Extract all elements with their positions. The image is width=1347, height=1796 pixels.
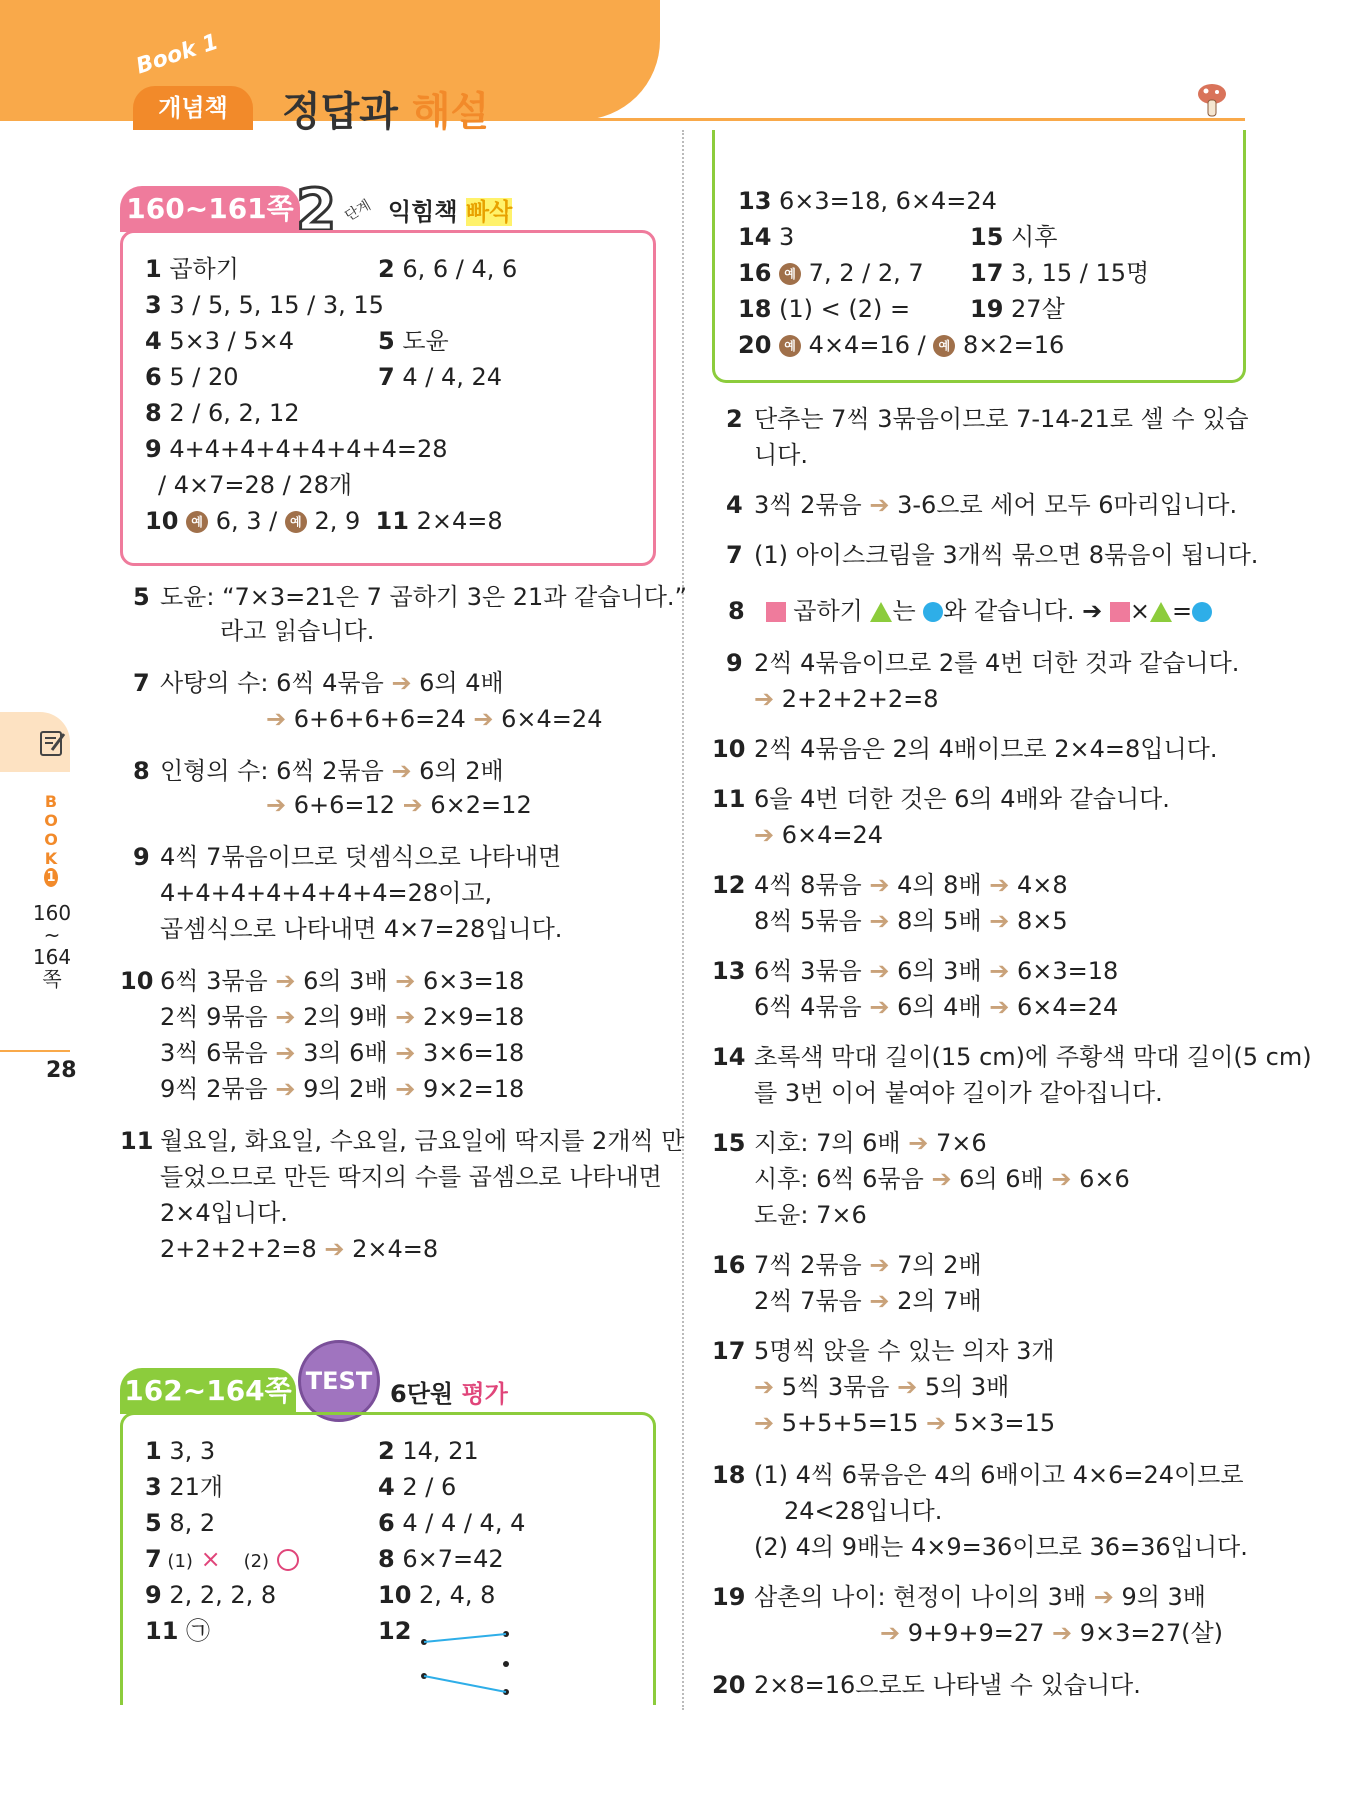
answer-text: 2씩 4묶음이므로 2를 4번 더한 것과 같습니다. xyxy=(754,649,1240,677)
green-triangle-icon xyxy=(870,602,892,622)
answer-text: ➔ 2+2+2+2=8 xyxy=(754,685,939,713)
explanation-line xyxy=(160,1074,524,1104)
answer-text: ➔ 6+6=12 ➔ 6×2=12 xyxy=(266,791,532,819)
explanation-line xyxy=(266,704,602,734)
explanation-line xyxy=(712,1670,1141,1700)
answer-number: 8 xyxy=(133,757,150,785)
o-mark-icon xyxy=(277,1549,299,1571)
answer-text: 4+4+4+4+4+4+4=28 xyxy=(161,435,448,463)
answer-text: (1) < (2) = xyxy=(771,295,911,323)
stage-badge-sub: 단계 xyxy=(342,197,374,225)
answer-number: 14 xyxy=(738,223,772,251)
explanation-line xyxy=(754,1164,1130,1194)
mushroom-icon xyxy=(1195,82,1229,128)
answer-text: 7, 2 / 2, 7 xyxy=(801,259,924,287)
answer-number: 1 xyxy=(145,255,162,283)
answer-number: 9 xyxy=(726,649,743,677)
explanation-line xyxy=(712,1582,1206,1612)
answer-text: 4+4+4+4+4+4+4=28이고, xyxy=(160,879,493,907)
example-icon: 예 xyxy=(779,263,801,285)
answer-text: 삼촌의 나이: 현정이 나이의 3배 ➔ 9의 3배 xyxy=(754,1583,1206,1611)
box2-page-tab: 162~164쪽 xyxy=(120,1368,296,1414)
answer-number: 4 xyxy=(145,327,162,355)
test-badge: TEST xyxy=(298,1340,380,1422)
answer-text: 도윤: 7×6 xyxy=(754,1201,867,1229)
answer-text: (1) 4씩 6묶음은 4의 6배이고 4×6=24이므로 xyxy=(754,1461,1244,1489)
answer-line xyxy=(145,434,448,464)
answer-number: 10 xyxy=(378,1581,412,1609)
answer-text: 시후 xyxy=(1003,223,1058,251)
explanation-line xyxy=(754,1286,982,1316)
answer-text: 6×7=42 xyxy=(394,1545,504,1573)
answer-text: 2×4=8 xyxy=(416,507,503,535)
answer-number: 11 xyxy=(120,1127,154,1155)
explanation-line xyxy=(220,616,374,646)
column-divider xyxy=(682,130,684,1710)
answer-text: 를 3번 이어 붙여야 길이가 같아집니다. xyxy=(754,1079,1163,1107)
answer-number: 9 xyxy=(145,435,162,463)
answer-number: 2 xyxy=(378,1437,395,1465)
explanation-line xyxy=(754,820,883,850)
answer-text: 2, 2, 2, 8 xyxy=(161,1581,277,1609)
explanation-line xyxy=(160,1198,288,1228)
answer-line xyxy=(378,1436,479,1466)
answer-text: 2씩 7묶음 ➔ 2의 7배 xyxy=(754,1287,982,1315)
side-book-letter: K xyxy=(44,849,58,868)
answer-line xyxy=(378,1580,495,1610)
answer-number: 2 xyxy=(378,255,395,283)
answer-text: 인형의 수: 6씩 2묶음 ➔ 6의 2배 xyxy=(160,757,504,785)
explanation-line xyxy=(754,1078,1163,1108)
pink-square-icon xyxy=(1110,602,1130,622)
answer-line xyxy=(738,330,1064,360)
answer-line xyxy=(738,258,924,288)
answer-number: 17 xyxy=(970,259,1004,287)
answer-number: 13 xyxy=(738,187,772,215)
answer-number: 5 xyxy=(145,1509,162,1537)
explanation-line xyxy=(712,956,1118,986)
answer-text: ➔ 6×4=24 xyxy=(754,821,884,849)
answer-text: 4씩 8묶음 ➔ 4의 8배 ➔ 4×8 xyxy=(754,871,1068,899)
title-part-b: 해설 xyxy=(411,89,490,135)
answer-text: 라고 읽습니다. xyxy=(220,617,375,645)
answer-text: 3씩 6묶음 ➔ 3의 6배 ➔ 3×6=18 xyxy=(160,1039,525,1067)
answer-text: 6을 4번 더한 것은 6의 4배와 같습니다. xyxy=(754,785,1170,813)
explanation-line xyxy=(726,648,1239,678)
answer-number: 11 xyxy=(712,785,746,813)
side-book-label xyxy=(44,792,58,887)
answer-number: 7 xyxy=(378,363,395,391)
answer-text: 5명씩 앉을 수 있는 의자 3개 xyxy=(754,1337,1055,1365)
answer-line xyxy=(738,222,794,252)
example-icon: 예 xyxy=(779,335,801,357)
answer-number: 10 xyxy=(712,735,746,763)
answer-text: ➔ 6+6+6+6=24 ➔ 6×4=24 xyxy=(266,705,603,733)
side-book-number: 1 xyxy=(44,868,58,887)
answer-text: 월요일, 화요일, 수요일, 금요일에 딱지를 2개씩 만 xyxy=(160,1127,685,1155)
answer-text: 곱하기 xyxy=(785,597,871,625)
answer-text: 곱셈식으로 나타내면 4×7=28입니다. xyxy=(160,915,563,943)
answer-line xyxy=(378,362,502,392)
explanation-line xyxy=(754,1372,1009,1402)
answer-text: 도윤: “7×3=21은 7 곱하기 3은 21과 같습니다.” xyxy=(160,583,687,611)
answer-line xyxy=(970,222,1057,252)
box2-title-a: 6단원 xyxy=(390,1380,462,1408)
answer-text: 5×3 / 5×4 xyxy=(161,327,294,355)
answer-line xyxy=(970,294,1065,324)
answer-number: 14 xyxy=(712,1043,746,1071)
explanation-line xyxy=(133,668,504,698)
page-title xyxy=(282,80,489,137)
answer-number: 6 xyxy=(378,1509,395,1537)
answer-number: 8 xyxy=(728,597,745,625)
answer-text: 8, 2 xyxy=(161,1509,216,1537)
answer-number: 15 xyxy=(712,1129,746,1157)
answer-line xyxy=(378,1544,504,1574)
answer-text: 2씩 4묶음은 2의 4배이므로 2×4=8입니다. xyxy=(754,735,1218,763)
explanation-line xyxy=(266,790,532,820)
answer-line xyxy=(158,470,352,500)
explanation-line xyxy=(754,440,808,470)
explanation-line xyxy=(754,992,1118,1022)
box1-title-b: 빠삭 xyxy=(465,198,513,226)
answer-number: 12 xyxy=(712,871,746,899)
answer-text: 9씩 2묶음 ➔ 9의 2배 ➔ 9×2=18 xyxy=(160,1075,525,1103)
answer-text: 6씩 3묶음 ➔ 6의 3배 ➔ 6×3=18 xyxy=(754,957,1119,985)
title-part-a: 정답과 xyxy=(282,89,398,135)
explanation-line xyxy=(133,582,687,612)
blue-circle-icon xyxy=(1192,602,1212,622)
answer-line xyxy=(145,1544,299,1577)
answer-line xyxy=(145,398,300,428)
answer-number: 15 xyxy=(970,223,1004,251)
explanation-line xyxy=(160,914,562,944)
answer-text: 2+2+2+2=8 ➔ 2×4=8 xyxy=(160,1235,439,1263)
answer-text: 들었으므로 만든 딱지의 수를 곱셈으로 나타내면 xyxy=(160,1163,662,1191)
answer-text: / 4×7=28 / 28개 xyxy=(158,471,353,499)
side-page-range xyxy=(30,902,74,990)
answer-text: ➔ 5+5+5=15 ➔ 5×3=15 xyxy=(754,1409,1056,1437)
side-rule xyxy=(0,1050,70,1052)
side-page-unit: 쪽 xyxy=(42,967,62,991)
explanation-line xyxy=(754,1408,1055,1438)
answer-number: 4 xyxy=(726,491,743,519)
book-tag: Book 1 xyxy=(133,29,222,80)
matching-lines-diagram xyxy=(410,1620,520,1695)
answer-number: 9 xyxy=(133,843,150,871)
answer-text: × xyxy=(1129,597,1150,625)
answer-text: 2 / 6, 2, 12 xyxy=(161,399,300,427)
answer-number: 3 xyxy=(145,1473,162,1501)
answer-number: 3 xyxy=(145,291,162,319)
answer-number: 12 xyxy=(378,1617,412,1645)
answer-text: 도윤 xyxy=(394,327,449,355)
answer-line xyxy=(145,1580,276,1610)
answer-number: 16 xyxy=(738,259,772,287)
blue-circle-icon xyxy=(923,602,943,622)
answer-number: 2 xyxy=(726,405,743,433)
side-page-start: 160 xyxy=(32,901,72,925)
answer-text: 24<28입니다. xyxy=(784,1497,943,1525)
answer-text: 단추는 7씩 3묶음이므로 7-14-21로 셀 수 있습 xyxy=(754,405,1249,433)
explanation-line xyxy=(726,490,1237,520)
answer-line xyxy=(145,1508,215,1538)
answer-text: 6×3=18, 6×4=24 xyxy=(771,187,997,215)
answer-text: 21개 xyxy=(161,1473,224,1501)
explanation-line xyxy=(726,404,1249,434)
explanation-line xyxy=(712,734,1217,764)
answer-text: 초록색 막대 길이(15 cm)에 주황색 막대 길이(5 cm) xyxy=(754,1043,1312,1071)
answer-text: 2 / 6 xyxy=(394,1473,457,1501)
green-triangle-icon xyxy=(1150,602,1172,622)
answer-text: 8씩 5묶음 ➔ 8의 5배 ➔ 8×5 xyxy=(754,907,1068,935)
answer-number: 7 xyxy=(133,669,150,697)
concept-book-tab: 개념책 xyxy=(133,86,253,130)
answer-text: (2) 4의 9배는 4×9=36이므로 36=36입니다. xyxy=(754,1533,1248,1561)
explanation-line xyxy=(160,878,492,908)
answer-number: 13 xyxy=(712,957,746,985)
explanation-line xyxy=(160,1162,662,1192)
answer-text: 8×2=16 xyxy=(962,331,1065,359)
answer-line xyxy=(145,1436,215,1466)
explanation-line xyxy=(754,1200,867,1230)
side-book-letter: O xyxy=(44,811,58,830)
explanation-line-8 xyxy=(728,596,1212,626)
answer-number: 4 xyxy=(378,1473,395,1501)
explanation-line xyxy=(160,1038,524,1068)
pink-square-icon xyxy=(766,602,786,622)
answer-line xyxy=(145,254,239,284)
box2-title-b: 평가 xyxy=(461,1380,508,1408)
answer-number: 7 xyxy=(726,541,743,569)
answer-number: 17 xyxy=(712,1337,746,1365)
answer-number: 19 xyxy=(970,295,1004,323)
answer-text: 와 같습니다. ➔ xyxy=(943,597,1110,625)
answer-text: 곱하기 xyxy=(161,255,239,283)
answer-line xyxy=(145,290,384,320)
answer-text: 4씩 7묶음이므로 덧셈식으로 나타내면 xyxy=(160,843,562,871)
answer-text: 5 / 20 xyxy=(161,363,239,391)
answer-text: 3, 3 xyxy=(161,1437,216,1465)
answer-text: 는 xyxy=(892,597,924,625)
explanation-line xyxy=(120,1126,684,1156)
answer-text: 사탕의 수: 6씩 4묶음 ➔ 6의 4배 xyxy=(160,669,504,697)
answer-line xyxy=(738,186,997,216)
answer-number: 10 xyxy=(145,507,179,535)
explanation-line xyxy=(712,1460,1244,1490)
answer-text: 27살 xyxy=(1003,295,1065,323)
answer-text: ➔ 9+9+9=27 ➔ 9×3=27(살) xyxy=(880,1619,1223,1647)
answer-text: 4 / 4 / 4, 4 xyxy=(394,1509,526,1537)
answer-line xyxy=(145,326,294,356)
explanation-line xyxy=(784,1496,942,1526)
answer-text: 3씩 2묶음 ➔ 3-6으로 세어 모두 6마리입니다. xyxy=(754,491,1238,519)
answer-text: 2×4입니다. xyxy=(160,1199,288,1227)
answer-number: 20 xyxy=(738,331,772,359)
answer-text: 7씩 2묶음 ➔ 7의 2배 xyxy=(754,1251,982,1279)
answer-line xyxy=(378,1616,411,1646)
x-mark-icon: × xyxy=(200,1545,221,1573)
answer-text: 6씩 4묶음 ➔ 6의 4배 ➔ 6×4=24 xyxy=(754,993,1119,1021)
answer-text: 6, 3 / xyxy=(215,507,285,535)
answer-line xyxy=(378,254,517,284)
answer-text: 니다. xyxy=(754,441,808,469)
explanation-line xyxy=(754,1532,1248,1562)
answer-line xyxy=(378,1472,456,1502)
answer-number: 5 xyxy=(378,327,395,355)
explanation-line xyxy=(712,870,1068,900)
explanation-line xyxy=(712,784,1170,814)
example-icon: 예 xyxy=(285,511,307,533)
answer-line xyxy=(145,1616,210,1646)
answer-text: (1) 아이스크림을 3개씩 묶으면 8묶음이 됩니다. xyxy=(754,541,1259,569)
explanation-line xyxy=(880,1618,1223,1648)
answer-number: 19 xyxy=(712,1583,746,1611)
answer-text: 3 xyxy=(771,223,795,251)
side-page-tilde: ~ xyxy=(43,923,61,947)
answer-line xyxy=(970,258,1149,288)
answer-line xyxy=(378,326,449,356)
explanation-line xyxy=(712,1336,1055,1366)
example-icon: 예 xyxy=(933,335,955,357)
answer-number: 18 xyxy=(712,1461,746,1489)
explanation-line xyxy=(160,1002,524,1032)
answer-number: 7 xyxy=(145,1545,162,1573)
answer-text: 3, 15 / 15명 xyxy=(1003,259,1150,287)
page-number: 28 xyxy=(46,1058,77,1083)
box1-page-tab: 160~161쪽 xyxy=(120,186,300,232)
answer-line xyxy=(738,294,910,324)
answer-line xyxy=(378,1508,525,1538)
box2-title xyxy=(390,1374,508,1409)
box1-title-a: 익힘책 xyxy=(388,198,466,226)
answer-number: 10 xyxy=(120,967,154,995)
answer-text: 6씩 3묶음 ➔ 6의 3배 ➔ 6×3=18 xyxy=(160,967,525,995)
explanation-line xyxy=(712,1128,987,1158)
answer-number: 1 xyxy=(145,1437,162,1465)
answer-number: 6 xyxy=(145,363,162,391)
answer-number: 8 xyxy=(378,1545,395,1573)
answer-text: 2, 9 xyxy=(314,507,361,535)
explanation-line xyxy=(754,684,939,714)
side-book-letter: O xyxy=(44,830,58,849)
answer-number: 8 xyxy=(145,399,162,427)
explanation-line xyxy=(726,540,1258,570)
explanation-line xyxy=(120,966,524,996)
answer-number: 11 xyxy=(145,1617,179,1645)
explanation-line xyxy=(133,756,504,786)
answer-text: = xyxy=(1171,597,1193,625)
answer-number: 18 xyxy=(738,295,772,323)
answer-text: 14, 21 xyxy=(394,1437,479,1465)
side-book-letter: B xyxy=(44,792,58,811)
answer-text: 3 / 5, 5, 15 / 3, 15 xyxy=(161,291,384,319)
answer-text: 6, 6 / 4, 6 xyxy=(394,255,518,283)
answer-line xyxy=(145,362,238,392)
box1-title xyxy=(388,192,512,227)
answer-text: 2×8=16으로도 나타낼 수 있습니다. xyxy=(754,1671,1141,1699)
answer-line xyxy=(145,1472,223,1502)
answer-text: (2) xyxy=(243,1551,270,1572)
answer-text: 2씩 9묶음 ➔ 2의 9배 ➔ 2×9=18 xyxy=(160,1003,525,1031)
answer-number: 11 xyxy=(375,507,409,535)
answer-text: (1) xyxy=(161,1551,193,1572)
answer-number: 5 xyxy=(133,583,150,611)
answer-text: ➔ 5씩 3묶음 ➔ 5의 3배 xyxy=(754,1373,1010,1401)
answer-text: ㉠ xyxy=(178,1617,211,1645)
answer-text: 시후: 6씩 6묶음 ➔ 6의 6배 ➔ 6×6 xyxy=(754,1165,1130,1193)
example-icon: 예 xyxy=(186,511,208,533)
stage-badge: 2 xyxy=(296,176,337,244)
side-page-end: 164 xyxy=(32,945,72,969)
answer-text: 4 / 4, 24 xyxy=(394,363,503,391)
answer-text: 4×4=16 / xyxy=(801,331,934,359)
explanation-line xyxy=(712,1042,1312,1072)
explanation-line xyxy=(133,842,561,872)
answer-number: 16 xyxy=(712,1251,746,1279)
answer-number: 20 xyxy=(712,1671,746,1699)
answer-text: 2, 4, 8 xyxy=(411,1581,496,1609)
explanation-line xyxy=(712,1250,982,1280)
explanation-line xyxy=(160,1234,438,1264)
answer-text: 지호: 7의 6배 ➔ 7×6 xyxy=(754,1129,987,1157)
explanation-line xyxy=(754,906,1068,936)
answer-line xyxy=(145,506,503,536)
notebook-pencil-icon xyxy=(38,728,68,765)
answer-number: 9 xyxy=(145,1581,162,1609)
